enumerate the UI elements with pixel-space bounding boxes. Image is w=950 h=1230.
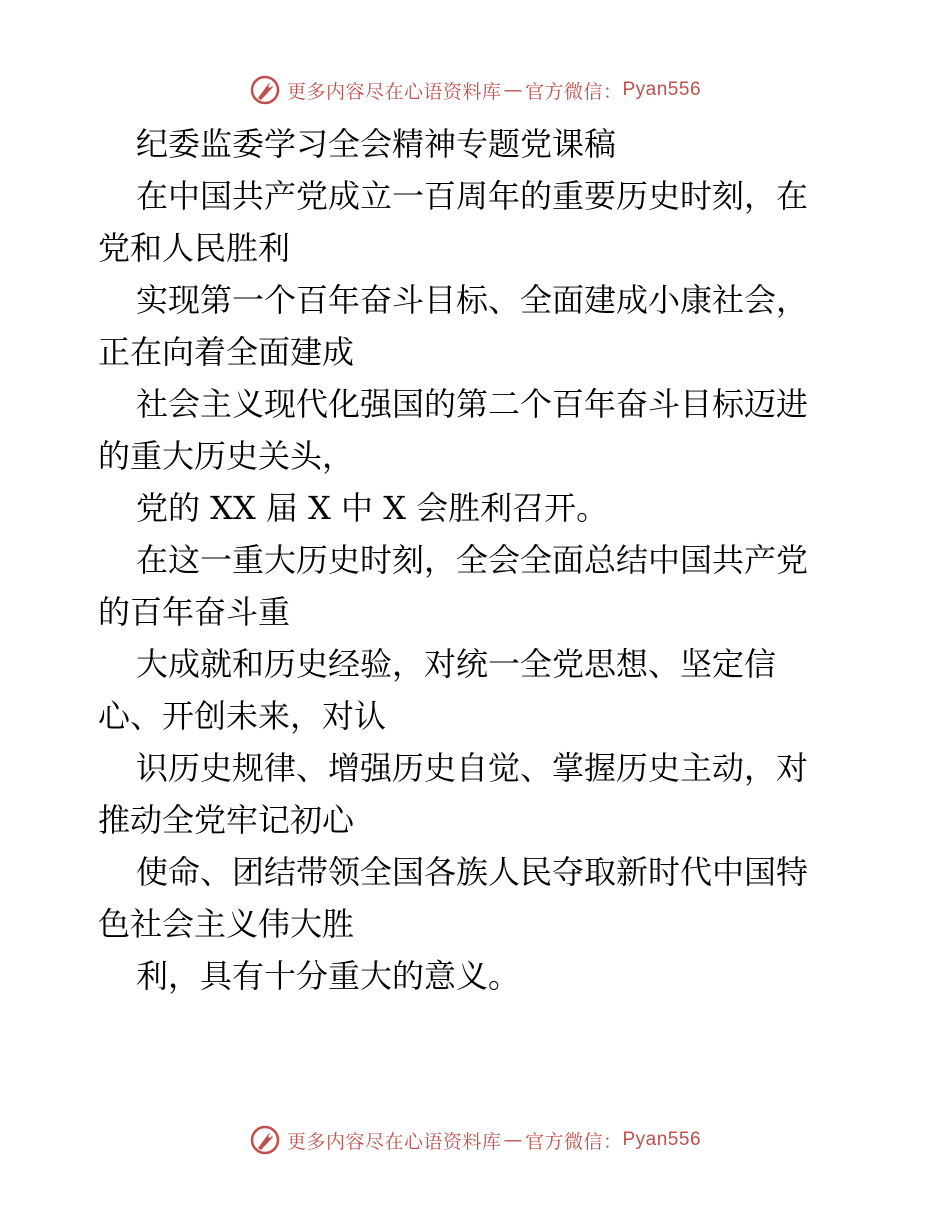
paragraph-line: 在这一重大历史时刻，全会全面总结中国共产党 [136,541,809,579]
paragraph-line: 党的 XX 届 X 中 X 会胜利召开。 [136,489,609,527]
banner-wechat-label: 官方微信： [524,80,623,103]
paragraph-line: 心、开创未来，对认 [98,697,387,735]
paragraph-line: 的重大历史关头， [98,437,355,475]
banner-dash: — [503,1129,523,1151]
pen-nib-logo-icon [249,1124,281,1156]
paragraph-line: 色社会主义伟大胜 [98,905,355,943]
header-banner[interactable] [0,70,950,110]
paragraph-line: 的百年奋斗重 [98,593,291,631]
banner-text: 更多内容尽在心语资料库 [286,1130,502,1153]
banner-wechat-id: Pyan556 [622,79,702,100]
document-body [98,118,858,1002]
paragraph-line: 社会主义现代化强国的第二个百年奋斗目标迈进 [136,385,809,423]
paragraph-line: 党和人民胜利 [98,229,291,267]
paragraph-line: 在中国共产党成立一百周年的重要历史时刻，在 [136,177,809,215]
banner-dash: — [503,79,523,101]
paragraph-line: 大成就和历史经验，对统一全党思想、坚定信 [136,645,777,683]
document-title: 纪委监委学习全会精神专题党课稿 [136,125,617,163]
banner-wechat-id: Pyan556 [622,1129,702,1150]
paragraph-line: 推动全党牢记初心 [98,801,355,839]
footer-banner[interactable] [0,1120,950,1160]
paragraph-line: 使命、团结带领全国各族人民夺取新时代中国特 [136,853,809,891]
banner-text: 更多内容尽在心语资料库 [286,80,502,103]
banner-wechat-label: 官方微信： [524,1130,623,1153]
paragraph-line: 利，具有十分重大的意义。 [136,957,521,995]
paragraph-line: 实现第一个百年奋斗目标、全面建成小康社会， [136,281,809,319]
pen-nib-logo-icon [249,74,281,106]
paragraph-line: 正在向着全面建成 [98,333,355,371]
paragraph-line: 识历史规律、增强历史自觉、掌握历史主动，对 [136,749,809,787]
